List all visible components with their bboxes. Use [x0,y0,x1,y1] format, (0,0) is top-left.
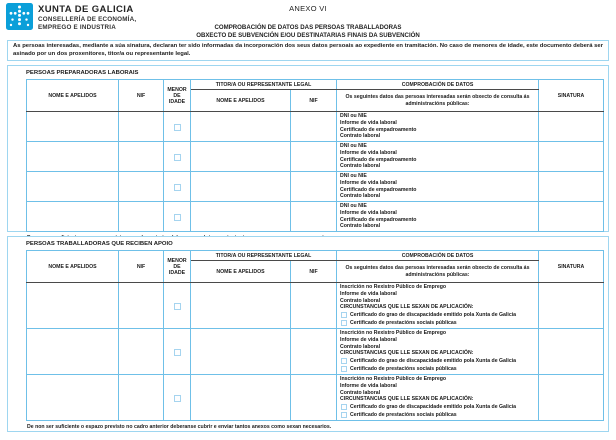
titor-nome-cell [191,202,291,232]
menor-idade-checkbox[interactable] [174,303,181,310]
menor-idade-checkbox[interactable] [174,214,181,221]
col-header-sinatura: SINATURA [539,80,604,112]
col-header-comprobacion: COMPROBACIÓN DE DATOS [337,80,539,90]
prestacions-checkbox[interactable] [341,366,347,372]
comprobacion-cell: DNI ou NIE Informe de vida laboral Certificado de empadroamento Contrato laboral [337,112,539,142]
nif-cell [119,283,164,329]
nome-cell [27,283,119,329]
menor-idade-checkbox[interactable] [174,349,181,356]
nif-cell [119,202,164,232]
discapacidade-checkbox[interactable] [341,404,347,410]
titor-nif-cell [291,283,337,329]
nome-cell [27,375,119,421]
discapacidade-checkbox[interactable] [341,312,347,318]
col-header-titor-nif: NIF [291,261,337,283]
titor-nif-cell [291,142,337,172]
section-persoas-preparadoras [7,65,609,232]
preparadoras-table [26,79,604,232]
department-name: CONSELLERÍA DE ECONOMÍA, EMPREGO E INDUSTRIA [38,16,137,31]
titor-nif-cell [291,172,337,202]
comprobacion-subnote: Os seguintes datos das persoas interesadas serán obxecto de consulta ás administracións públicas: [337,261,539,283]
col-header-titor: TITOR/A OU REPRESENTANTE LEGAL [191,80,337,90]
comprobacion-subnote: Os seguintes datos das persoas interesadas serán obxecto de consulta ás administracións públicas: [337,90,539,112]
sinatura-cell [539,202,604,232]
sinatura-cell [539,329,604,375]
table-row [27,202,604,232]
menor-idade-checkbox[interactable] [174,395,181,402]
nif-cell [119,142,164,172]
table-row [27,375,604,421]
sinatura-cell [539,172,604,202]
nif-cell [119,112,164,142]
nome-cell [27,172,119,202]
apoio-table [26,250,604,421]
table-row [27,329,604,375]
titor-nif-cell [291,112,337,142]
table-row [27,112,604,142]
titor-nome-cell [191,112,291,142]
titor-nif-cell [291,375,337,421]
col-header-nome: NOME E APELIDOS [27,80,119,112]
section-title: PERSOAS TRABALLADORAS QUE RECIBEN APOIO [26,241,173,247]
titor-nome-cell [191,283,291,329]
section-title: PERSOAS PREPARADORAS LABORAIS [26,70,139,76]
declaration-text: As persoas interesadas, mediante a súa sinatura, declaran ter sido informadas da incorporación dos seus datos persoais ao expediente en tramitación. No caso de menores de idade, este documento deberá ser asinado por un dos proxenitores, titor/a ou representante legal. [7,40,609,61]
col-header-titor-nif: NIF [291,90,337,112]
nome-cell [27,112,119,142]
comprobacion-cell: Inscrición no Rexistro Público de Emprego Informe de vida laboral Contrato laboral CIRCUNSTANCIAS QUE LLE SEXAN DE APLICACIÓN: Certificado do grao de discapacidade emitido pola Xunta de Galicia Certificado de prestacións sociais públicas [337,329,539,375]
sinatura-cell [539,112,604,142]
prestacions-checkbox[interactable] [341,412,347,418]
nome-cell [27,329,119,375]
titor-nome-cell [191,142,291,172]
col-header-nif: NIF [119,251,164,283]
org-name: XUNTA DE GALICIA [38,4,134,15]
col-header-nif: NIF [119,80,164,112]
sinatura-cell [539,375,604,421]
prestacions-checkbox[interactable] [341,320,347,326]
nome-cell [27,202,119,232]
table-row [27,283,604,329]
table-row [27,142,604,172]
table-row [27,172,604,202]
menor-idade-checkbox[interactable] [174,124,181,131]
section-persoas-apoio [7,236,609,432]
col-header-sinatura: SINATURA [539,251,604,283]
annex-label: ANEXO VI [289,4,327,13]
discapacidade-checkbox[interactable] [341,358,347,364]
titor-nome-cell [191,375,291,421]
comprobacion-cell: Inscrición no Rexistro Público de Emprego Informe de vida laboral Contrato laboral CIRCUNSTANCIAS QUE LLE SEXAN DE APLICACIÓN: Certificado do grao de discapacidade emitido pola Xunta de Galicia Certificado de prestacións sociais públicas [337,375,539,421]
col-header-titor-nome: NOME E APELIDOS [191,261,291,283]
comprobacion-cell: DNI ou NIE Informe de vida laboral Certificado de empadroamento Contrato laboral [337,202,539,232]
col-header-nome: NOME E APELIDOS [27,251,119,283]
titor-nome-cell [191,329,291,375]
col-header-titor-nome: NOME E APELIDOS [191,90,291,112]
col-header-menor: MENOR DE IDADE [164,80,191,112]
overflow-note: De non ser suficiente o espazo previsto no cadro anterior deberanse cubrir e enviar tantos anexos como sexan necesarios. [27,424,332,430]
col-header-menor: MENOR DE IDADE [164,251,191,283]
comprobacion-cell: DNI ou NIE Informe de vida laboral Certificado de empadroamento Contrato laboral [337,142,539,172]
document-title: COMPROBACIÓN DE DATOS DAS PERSOAS TRABALLADORAS OBXECTO DE SUBVENCIÓN E/OU DESTINATARIAS FINAIS DA SUBVENCIÓN [196,24,420,39]
menor-idade-checkbox[interactable] [174,184,181,191]
menor-idade-checkbox[interactable] [174,154,181,161]
titor-nif-cell [291,202,337,232]
sinatura-cell [539,142,604,172]
comprobacion-cell: Inscrición no Rexistro Público de Emprego Informe de vida laboral Contrato laboral CIRCUNSTANCIAS QUE LLE SEXAN DE APLICACIÓN: Certificado do grao de discapacidade emitido pola Xunta de Galicia Certificado de prestacións sociais públicas [337,283,539,329]
sinatura-cell [539,283,604,329]
nif-cell [119,375,164,421]
nome-cell [27,142,119,172]
col-header-comprobacion: COMPROBACIÓN DE DATOS [337,251,539,261]
titor-nome-cell [191,172,291,202]
titor-nif-cell [291,329,337,375]
nif-cell [119,329,164,375]
nif-cell [119,172,164,202]
col-header-titor: TITOR/A OU REPRESENTANTE LEGAL [191,251,337,261]
comprobacion-cell: DNI ou NIE Informe de vida laboral Certificado de empadroamento Contrato laboral [337,172,539,202]
